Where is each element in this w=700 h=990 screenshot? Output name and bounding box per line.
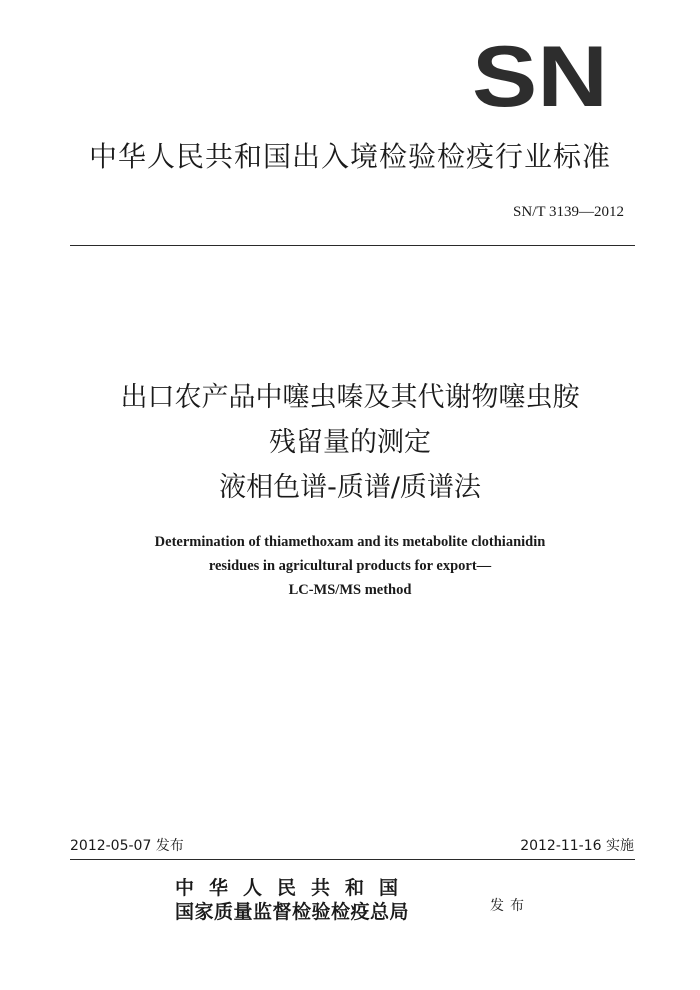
issuer-country: 中华人民共和国 [175, 877, 414, 899]
publish-label: 发布 [490, 898, 530, 914]
en-title-line-2: residues in agricultural products for export— [208, 558, 492, 574]
en-title-line-1: Determination of thiamethoxam and its metabolite clothianidin [154, 534, 546, 550]
sn-logo-text: SN [472, 42, 608, 112]
title-line-1: 出口农产品中噻虫嗪及其代谢物噻虫胺 [120, 382, 580, 413]
bottom-divider [70, 859, 635, 860]
document-title-en [0, 530, 700, 602]
title-line-2: 残留量的测定 [269, 427, 431, 458]
document-title-cn [0, 375, 700, 510]
sn-logo [470, 42, 610, 112]
issuer-agency: 国家质量监督检验检疫总局 [175, 901, 410, 923]
issue-date: 2012-05-07 发布 [70, 838, 184, 854]
en-title-line-3: LC-MS/MS method [288, 582, 412, 598]
standard-number: SN/T 3139—2012 [513, 204, 624, 220]
top-divider [70, 245, 635, 246]
title-line-3: 液相色谱-质谱/质谱法 [219, 472, 481, 503]
implementation-date: 2012-11-16 实施 [520, 838, 634, 854]
industry-standard-title: 中华人民共和国出入境检验检疫行业标准 [88, 140, 611, 173]
sn-logo-graphic [470, 42, 610, 112]
issuing-authority [175, 876, 475, 924]
